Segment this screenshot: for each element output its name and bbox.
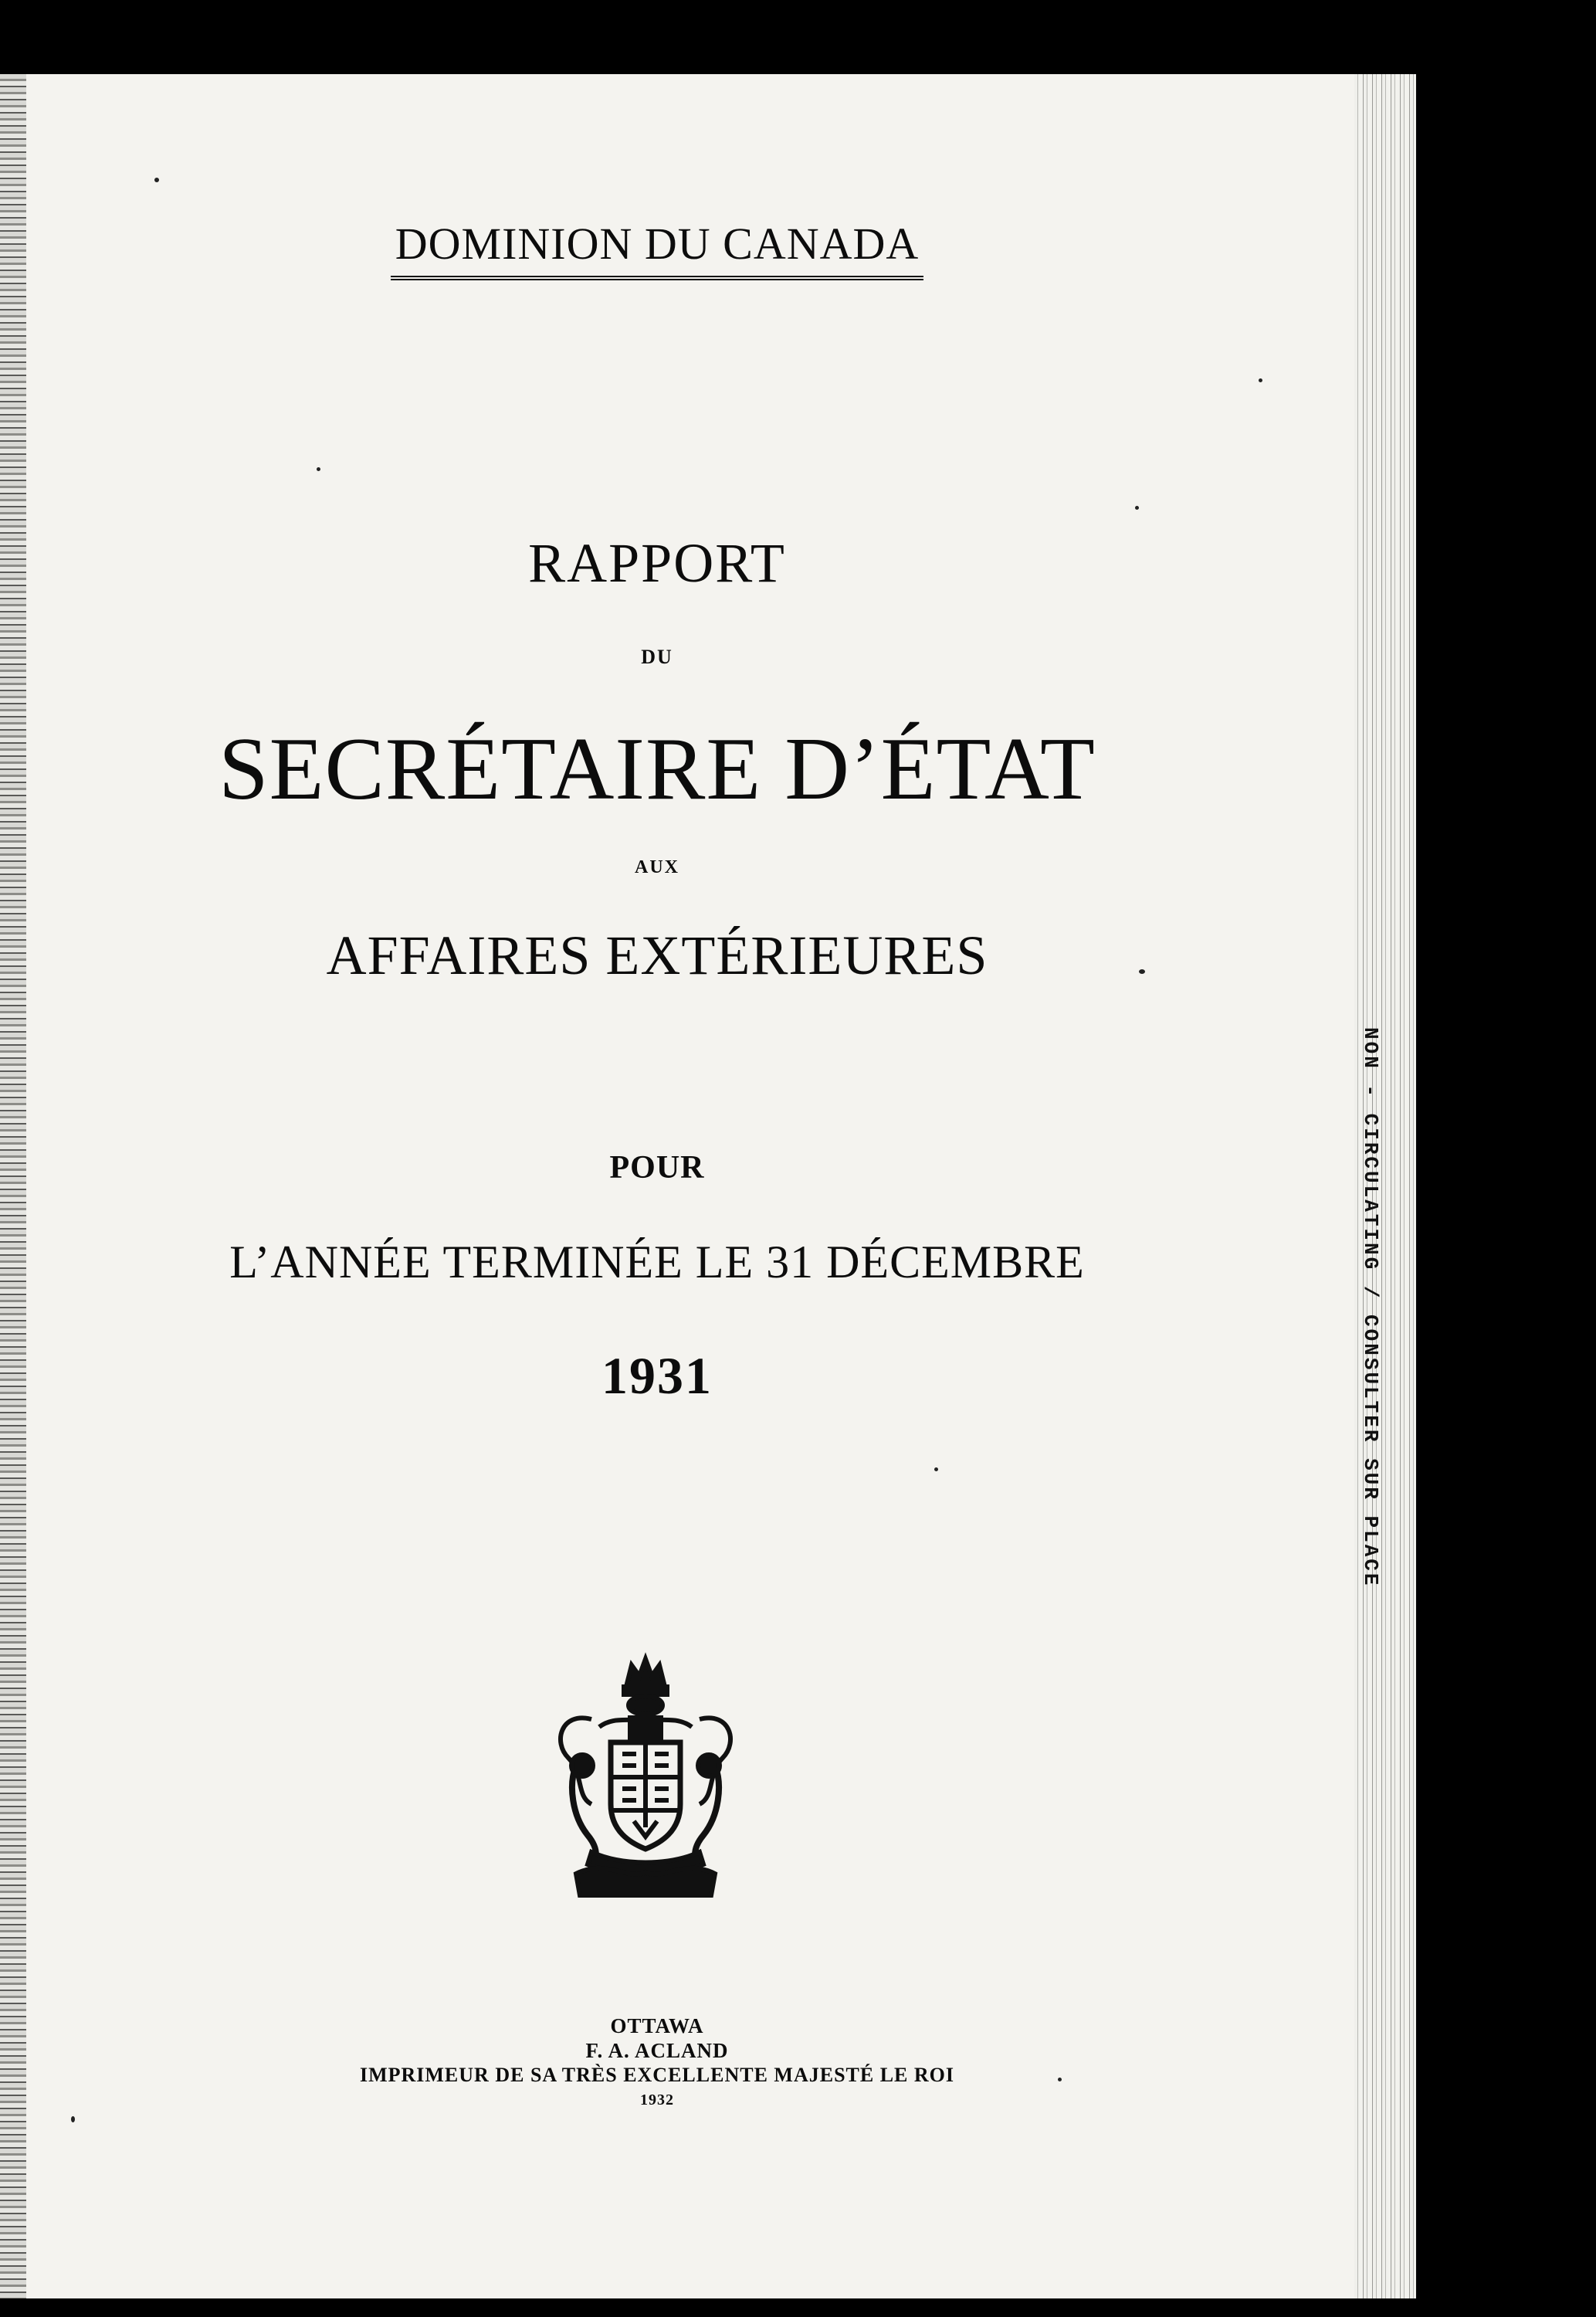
library-stamp: NON - CIRCULATING / CONSULTER SUR PLACE [1359, 1027, 1382, 1588]
scan-speck [1139, 969, 1145, 974]
scan-speck [934, 1467, 938, 1471]
report-line-annee: L’ANNÉE TERMINÉE LE 31 DÉCEMBRE [229, 1237, 1085, 1287]
publisher-printer: F. A. ACLAND [585, 2039, 729, 2062]
publisher-year: 1932 [640, 2091, 674, 2108]
scan-speck [71, 2116, 75, 2122]
header-title: DOMINION DU CANADA [26, 218, 1288, 280]
scan-speck [1135, 506, 1139, 510]
left-page-edge [0, 74, 26, 2298]
scan-speck [1058, 2078, 1062, 2081]
scan-speck [154, 178, 159, 182]
publisher-city: OTTAWA [610, 2014, 704, 2037]
publisher-title: IMPRIMEUR DE SA TRÈS EXCELLENTE MAJESTÉ LE ROI [359, 2064, 955, 2086]
report-line-secretaire: SECRÉTAIRE D’ÉTAT [219, 720, 1096, 819]
report-line-aux: AUX [635, 857, 679, 877]
report-year: 1931 [601, 1346, 713, 1405]
report-line-pour: POUR [609, 1150, 705, 1186]
title-page [26, 74, 1354, 2298]
report-line-du: DU [641, 646, 673, 668]
report-line-rapport: RAPPORT [528, 532, 786, 594]
canada-coat-of-arms-icon [545, 1650, 746, 1905]
report-line-affaires: AFFAIRES EXTÉRIEURES [326, 924, 988, 986]
scan-speck [317, 467, 320, 471]
scan-speck [1259, 378, 1262, 382]
